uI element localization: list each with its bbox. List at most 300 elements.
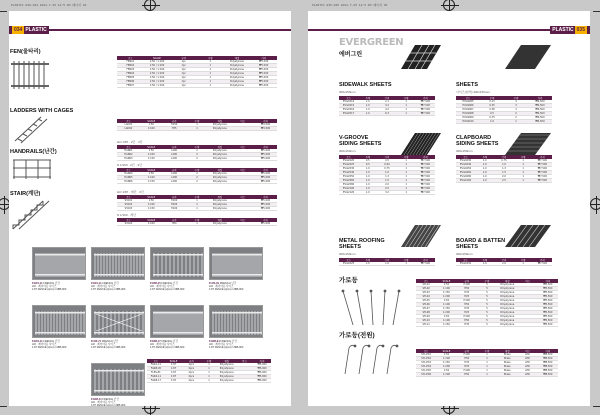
table-cell: ₩7,500 xyxy=(416,183,435,187)
table-cell: H25 xyxy=(457,365,477,369)
table-cell: ₩5,000 xyxy=(254,153,277,157)
table-cell: STL08 xyxy=(416,311,436,315)
table-cell: 1 xyxy=(200,367,218,371)
table-row xyxy=(456,163,552,167)
table-cell: 1 xyxy=(197,80,224,84)
column-header: 코드 xyxy=(147,359,165,363)
table-row xyxy=(339,108,435,112)
table-cell: 1:87 xyxy=(165,367,183,371)
table-cell: H25 xyxy=(457,311,477,315)
page-number: 035 xyxy=(576,27,585,33)
streetlight-illustration xyxy=(339,287,409,327)
table-cell: 1 xyxy=(397,163,416,167)
column-header: 재질 xyxy=(208,195,231,199)
handrails-price-table-2 xyxy=(117,168,277,184)
page-header xyxy=(308,26,590,34)
table-cell: 0.75 xyxy=(377,167,396,171)
table-cell: H50 xyxy=(457,357,477,361)
table-cell: 1.0 xyxy=(480,120,504,124)
product-detail: 1:87 FENCE (2pcs) 1 ₩5,000 xyxy=(91,346,126,350)
table-cell: EVG4516 xyxy=(339,108,358,112)
table-cell: 1.0 xyxy=(358,108,377,112)
table-cell: ₩7,500 xyxy=(416,104,435,108)
table-cell: Polystyrene xyxy=(497,323,517,327)
table-row xyxy=(456,120,552,124)
table-cell: L200 xyxy=(163,176,186,180)
table-cell: STL11 xyxy=(416,323,436,327)
table-cell: 1:100 xyxy=(140,222,163,226)
table-cell: STL-E01 xyxy=(416,353,436,357)
table-cell: 2pcs xyxy=(182,363,200,367)
product-code: FGR8-41 xyxy=(91,398,102,401)
column-header: 가격 xyxy=(538,349,558,353)
table-cell: 1 xyxy=(397,159,416,163)
column-header: 가격 xyxy=(416,258,435,262)
table-cell: EVG9008 xyxy=(456,112,480,116)
table-cell: ₩8,500 xyxy=(538,361,558,365)
column-header: 코드 xyxy=(117,168,140,172)
table-cell: 1 xyxy=(197,84,224,88)
table-cell: 1:150 xyxy=(436,361,456,365)
table-cell: LED xyxy=(517,369,537,373)
table-cell: 1 xyxy=(197,72,224,76)
table-cell: 1 xyxy=(186,199,209,203)
table-cell: 3 xyxy=(504,104,528,108)
column-header: 수량 xyxy=(397,155,416,159)
table-cell: STL-E03 xyxy=(416,361,436,365)
column-header: 두께 xyxy=(358,96,377,100)
column-header: 코드 xyxy=(117,195,140,199)
table-cell: H100 xyxy=(163,199,186,203)
table-cell: ₩5,500 xyxy=(538,299,558,303)
table-cell: Brass xyxy=(497,361,517,365)
table-cell: ₩5,500 xyxy=(538,307,558,311)
table-cell: 1.0 xyxy=(358,191,377,195)
table-cell: 1:50 / 1:100 xyxy=(144,80,171,84)
table-cell: 0.5 xyxy=(377,159,396,163)
product-detail: 1:87 FENCE (2pcs) 1 ₩5,000 xyxy=(209,288,244,292)
table-cell: 1 xyxy=(397,191,416,195)
column-header: 코드 xyxy=(456,96,480,100)
table-cell: EVG4040 xyxy=(456,163,475,167)
column-header: 재질 xyxy=(208,218,231,222)
table-cell: EVG2030 xyxy=(339,167,358,171)
table-cell: 1:50 xyxy=(140,199,163,203)
table-cell: 1pc xyxy=(170,76,197,80)
table-cell: 1 xyxy=(504,120,528,124)
sidewalk-sheet-illustration xyxy=(399,43,443,73)
column-header: 코드 xyxy=(456,155,475,159)
table-cell: ₩8,500 xyxy=(538,373,558,377)
v-groove-price-table xyxy=(339,155,435,195)
column-header: SCALE xyxy=(140,218,163,222)
column-header: 규격 xyxy=(457,279,477,283)
table-cell: 0.75 xyxy=(494,159,513,163)
table-cell: ₩7,500 xyxy=(533,163,552,167)
table-cell: 1:150 xyxy=(436,323,456,327)
table-cell: 1.0 xyxy=(475,163,494,167)
table-cell: H100 xyxy=(457,299,477,303)
table-cell: 2 xyxy=(504,112,528,116)
table-cell: 1 xyxy=(397,179,416,183)
table-cell: 2 xyxy=(186,176,209,180)
table-cell: 1:50 xyxy=(436,369,456,373)
table-cell: 1.0 xyxy=(358,183,377,187)
table-cell: ₩7,500 xyxy=(416,262,435,266)
table-cell: H100 xyxy=(163,207,186,211)
product-caption xyxy=(91,340,147,350)
table-cell: 1:200 xyxy=(436,295,456,299)
column-header: 수량 xyxy=(186,145,209,149)
table-cell: Polystyrene xyxy=(208,180,231,184)
table-row xyxy=(117,207,277,211)
table-cell: 1:100 xyxy=(140,153,163,157)
streetlight-price-table xyxy=(416,279,558,327)
product-caption xyxy=(150,340,206,350)
table-cell: 1pc xyxy=(170,80,197,84)
column-header: 비고 xyxy=(231,168,254,172)
fence-photo-graphic xyxy=(92,248,145,280)
table-row xyxy=(339,175,435,179)
print-slug-left: PLASTIC 036-034 2011.7.25 12:5 AM 페이지 34 xyxy=(11,4,87,7)
table-cell: 1pc xyxy=(170,68,197,72)
table-cell: ₩5,500 xyxy=(250,68,277,72)
table-cell: 1:50 xyxy=(436,283,456,287)
product-detail: 1:87 FENCE (2pcs) 1 ₩5,000 xyxy=(209,346,244,350)
table-cell: 2 xyxy=(504,116,528,120)
table-cell: H25 xyxy=(457,295,477,299)
table-cell: H50 xyxy=(457,373,477,377)
table-cell: ₩7,500 xyxy=(533,262,552,266)
table-cell: H35 xyxy=(457,291,477,295)
section-title-metal-roofing: METAL ROOFING SHEETS xyxy=(339,238,385,250)
table-cell: ₩4,500 xyxy=(528,108,552,112)
table-cell: 1:150 xyxy=(140,157,163,161)
table-cell xyxy=(231,157,254,161)
table-cell: 1 xyxy=(477,357,497,361)
table-cell: 1:50 xyxy=(140,172,163,176)
table-cell: ₩7,500 xyxy=(416,108,435,112)
table-cell: EVG4050 xyxy=(456,167,475,171)
table-cell: ₩5,500 xyxy=(250,64,277,68)
stair-note: HO 1/87 · 계단 · 3단 xyxy=(117,190,144,194)
sheets-price-table xyxy=(456,96,552,124)
table-cell: EVG9010 xyxy=(456,120,480,124)
table-cell: 1:100 xyxy=(436,287,456,291)
table-cell: Polystyrene xyxy=(497,299,517,303)
table-cell: ₩4,500 xyxy=(528,100,552,104)
table-cell: 1:100 xyxy=(436,373,456,377)
table-row xyxy=(117,84,277,88)
table-cell: 1.0 xyxy=(358,187,377,191)
table-cell: 1:150 xyxy=(140,180,163,184)
table-cell: H100 xyxy=(457,315,477,319)
table-cell: 1:87 xyxy=(165,379,183,383)
table-cell: ₩7,500 xyxy=(416,167,435,171)
table-cell: Polystyrene xyxy=(208,123,231,127)
column-header: 재질 xyxy=(497,279,517,283)
table-cell: L200 xyxy=(163,172,186,176)
product-name: FRENCH 난간 xyxy=(101,340,119,343)
product-code: FL8S-71 xyxy=(91,340,102,343)
table-cell xyxy=(231,207,254,211)
product-detail: HO · 레이아웃 사이즈 xyxy=(32,343,57,347)
table-cell: 1:200 xyxy=(436,311,456,315)
table-cell: H100 xyxy=(457,283,477,287)
column-header: 규격 xyxy=(163,195,186,199)
product-code: FGR8-94 xyxy=(209,340,220,343)
table-cell: STL10 xyxy=(416,319,436,323)
table-cell: ₩4,500 xyxy=(528,116,552,120)
table-cell: 5 xyxy=(477,283,497,287)
table-cell: 1:50 / 1:100 xyxy=(144,64,171,68)
column-header: 수량 xyxy=(200,359,218,363)
fen-price-table xyxy=(117,56,277,88)
table-cell: FEN07 xyxy=(117,84,144,88)
section-title-sidewalk: SIDEWALK SHEETS xyxy=(339,82,392,88)
table-cell: STL07 xyxy=(416,307,436,311)
table-cell: EVG2060 xyxy=(339,179,358,183)
product-photo xyxy=(150,247,204,280)
product-name: FRENCH 난간 xyxy=(161,340,178,343)
product-photo xyxy=(91,305,145,338)
column-header: 가격 xyxy=(254,218,277,222)
table-cell: EVG4060 xyxy=(456,171,475,175)
table-cell: 1.0 xyxy=(475,262,494,266)
table-row xyxy=(117,127,277,131)
table-cell: 1 xyxy=(197,68,224,72)
table-row xyxy=(117,180,277,184)
column-header: 수량 xyxy=(514,258,533,262)
product-detail: 1:87 FENCE (2pcs) 1 ₩5,000 xyxy=(32,288,67,292)
table-cell: 0.5 xyxy=(480,112,504,116)
table-cell: ₩5,000 xyxy=(254,203,277,207)
table-cell: 1 xyxy=(514,163,533,167)
table-cell: 5 xyxy=(477,299,497,303)
fence-price-table xyxy=(147,359,271,383)
board-batten-note: 300x150mm xyxy=(456,252,473,256)
registration-mark-right xyxy=(590,198,600,210)
sidewalk-note: 300x150mm xyxy=(339,90,356,94)
stair-note-2: N 1/160 · 계단 xyxy=(117,213,136,217)
column-header: 코드 xyxy=(117,119,140,123)
table-cell: 1 xyxy=(514,262,533,266)
table-cell: 1.0 xyxy=(494,163,513,167)
table-cell: Polystyrene xyxy=(497,311,517,315)
table-cell: 1.0 xyxy=(358,262,377,266)
column-header: 비고 xyxy=(231,218,254,222)
table-cell: ₩7,500 xyxy=(416,191,435,195)
fence-photo-graphic xyxy=(92,306,145,338)
table-cell: ₩5,000 xyxy=(253,375,271,379)
product-detail: HO · 레이아웃 사이즈 xyxy=(91,343,116,347)
table-cell: 1.0 xyxy=(475,175,494,179)
table-cell: 2 xyxy=(186,180,209,184)
table-cell: 2.0 xyxy=(377,183,396,187)
table-cell: LED xyxy=(517,353,537,357)
product-photo xyxy=(91,363,145,396)
table-cell: Polystyrene xyxy=(208,222,231,226)
trim-mark xyxy=(593,11,600,12)
column-header: 수량 xyxy=(186,195,209,199)
column-header: 가격 xyxy=(254,195,277,199)
table-cell: 1:50 / 1:100 xyxy=(144,76,171,80)
sheets-note: 사이즈(흰색) 300x150mm xyxy=(456,90,490,94)
ladder-illustration xyxy=(11,115,51,145)
table-cell: ₩5,000 xyxy=(253,363,271,367)
column-header: 코드 xyxy=(117,218,140,222)
product-caption xyxy=(91,398,147,406)
table-cell: EVG4515 xyxy=(339,104,358,108)
column-header: 가격 xyxy=(528,96,552,100)
table-cell: H75 xyxy=(163,127,186,131)
table-cell: FEN06 xyxy=(117,80,144,84)
table-cell: Polystyrene xyxy=(224,64,251,68)
column-header: 규격 xyxy=(182,359,200,363)
table-cell: H50 xyxy=(163,222,186,226)
table-cell: 1pc xyxy=(170,84,197,88)
table-cell: Polystyrene xyxy=(208,157,231,161)
table-cell: ₩5,500 xyxy=(538,283,558,287)
table-cell: L200 xyxy=(163,157,186,161)
table-cell: 0.38 xyxy=(480,108,504,112)
table-cell: 5 xyxy=(477,311,497,315)
product-caption xyxy=(32,340,88,350)
table-cell: EVG2020 xyxy=(339,159,358,163)
product-name: FRENCH 난간 xyxy=(102,282,119,285)
column-header: 수량 xyxy=(186,168,209,172)
table-cell: ₩5,500 xyxy=(538,287,558,291)
table-cell: L200 xyxy=(163,153,186,157)
table-cell: STL03 xyxy=(416,291,436,295)
table-cell: 1:100 xyxy=(436,357,456,361)
product-name: FRENCH 난간 xyxy=(219,282,237,285)
column-header: 비고 xyxy=(236,359,254,363)
table-cell: STA01 xyxy=(117,199,140,203)
column-header: 재질 xyxy=(208,168,231,172)
table-cell: Polystyrene xyxy=(497,303,517,307)
table-cell xyxy=(231,222,254,226)
table-cell: Polystyrene xyxy=(208,176,231,180)
column-header: 재질 xyxy=(497,349,517,353)
table-cell: LED xyxy=(517,373,537,377)
table-cell: Polystyrene xyxy=(208,199,231,203)
table-cell: STA03 xyxy=(117,207,140,211)
table-cell: ₩7,500 xyxy=(416,187,435,191)
table-cell: H50 xyxy=(457,303,477,307)
table-cell: EVG4030 xyxy=(456,159,475,163)
table-cell: H35 xyxy=(457,361,477,365)
page-tab xyxy=(9,26,49,34)
table-cell: Polystyrene xyxy=(208,149,231,153)
v-groove-note: 300x150mm xyxy=(339,149,356,153)
column-header: 비고 xyxy=(231,195,254,199)
table-cell: 1.5 xyxy=(377,179,396,183)
table-cell: 1 xyxy=(186,203,209,207)
column-header: 비고 xyxy=(517,349,537,353)
table-cell: ₩5,500 xyxy=(538,311,558,315)
table-cell: ₩5,500 xyxy=(538,323,558,327)
table-row xyxy=(339,167,435,171)
column-header: 수량 xyxy=(477,279,497,283)
table-cell: 1.3 xyxy=(377,175,396,179)
clapboard-note: 300x150mm xyxy=(456,149,473,153)
table-row xyxy=(339,112,435,116)
section-label: PLASTIC xyxy=(552,27,574,33)
table-cell: 1 xyxy=(200,371,218,375)
table-cell: 2pcs xyxy=(182,371,200,375)
table-cell: 1 xyxy=(200,375,218,379)
section-title-ladders: LADDERS WITH CAGES xyxy=(10,108,74,114)
table-cell: EVG4541 xyxy=(456,262,475,266)
product-photo xyxy=(32,247,86,280)
table-row xyxy=(339,171,435,175)
table-cell: ₩5,000 xyxy=(254,199,277,203)
table-cell: 1:50 xyxy=(140,149,163,153)
column-header: 간격 xyxy=(377,96,396,100)
table-cell: 1:150 xyxy=(436,307,456,311)
table-cell: EVG4514 xyxy=(339,100,358,104)
table-cell: 1 xyxy=(514,175,533,179)
table-cell: Polystyrene xyxy=(219,367,234,371)
sidewalk-price-table xyxy=(339,96,435,116)
table-row xyxy=(416,323,558,327)
table-cell: 1 xyxy=(397,104,416,108)
column-header: 간격 xyxy=(377,155,396,159)
table-cell: ₩7,500 xyxy=(416,163,435,167)
table-cell: Polystyrene xyxy=(497,315,517,319)
table-cell: 2.0 xyxy=(494,175,513,179)
table-cell: 1:50 / 1:100 xyxy=(144,84,171,88)
table-row xyxy=(339,104,435,108)
product-detail: HO · 레이아웃 사이즈 xyxy=(91,285,116,289)
page-tab xyxy=(550,26,590,34)
column-header: 규격 xyxy=(163,218,186,222)
table-cell: FGR8-17 xyxy=(147,379,165,383)
table-cell: Polystyrene xyxy=(497,283,517,287)
column-header: 가격 xyxy=(416,155,435,159)
table-cell: LAD01 xyxy=(117,123,140,127)
table-cell: FGR4-11 xyxy=(147,375,165,379)
column-header: 간격 xyxy=(494,155,513,159)
table-cell: HAN02 xyxy=(117,153,140,157)
handrails-note-2: N 1/160 · 2단 · 3단 xyxy=(117,163,142,167)
column-header: 수량 xyxy=(477,349,497,353)
metal-roofing-sheet-illustration xyxy=(399,223,443,251)
handrails-price-table-1 xyxy=(117,145,277,161)
column-header: 규격 xyxy=(163,145,186,149)
column-header: SCALE xyxy=(140,168,163,172)
product-detail: HO · 레이아웃 사이즈 xyxy=(209,343,234,347)
column-header: 규격 xyxy=(163,119,186,123)
product-code: FGR4-11 xyxy=(32,340,43,343)
section-title-v-groove: V-GROOVE SIDING SHEETS xyxy=(339,135,382,147)
column-header: 코드 xyxy=(339,258,358,262)
table-cell: 1:87 xyxy=(165,363,183,367)
product-name: FRENCH 난간 xyxy=(43,282,60,285)
table-cell: ₩5,000 xyxy=(254,180,277,184)
product-caption xyxy=(150,282,206,292)
section-title-fen: FEN(울타리) xyxy=(10,49,41,55)
column-header: 재질 xyxy=(208,145,231,149)
column-header: SCALE xyxy=(165,359,183,363)
section-title-sheets: SHEETS xyxy=(456,82,479,88)
table-cell: 0.25 xyxy=(480,104,504,108)
product-code: FGR8-17 xyxy=(150,340,161,343)
table-cell: EVG2100 xyxy=(339,187,358,191)
product-code: FGR1-11 xyxy=(91,282,102,285)
table-cell: EVG2050 xyxy=(339,175,358,179)
